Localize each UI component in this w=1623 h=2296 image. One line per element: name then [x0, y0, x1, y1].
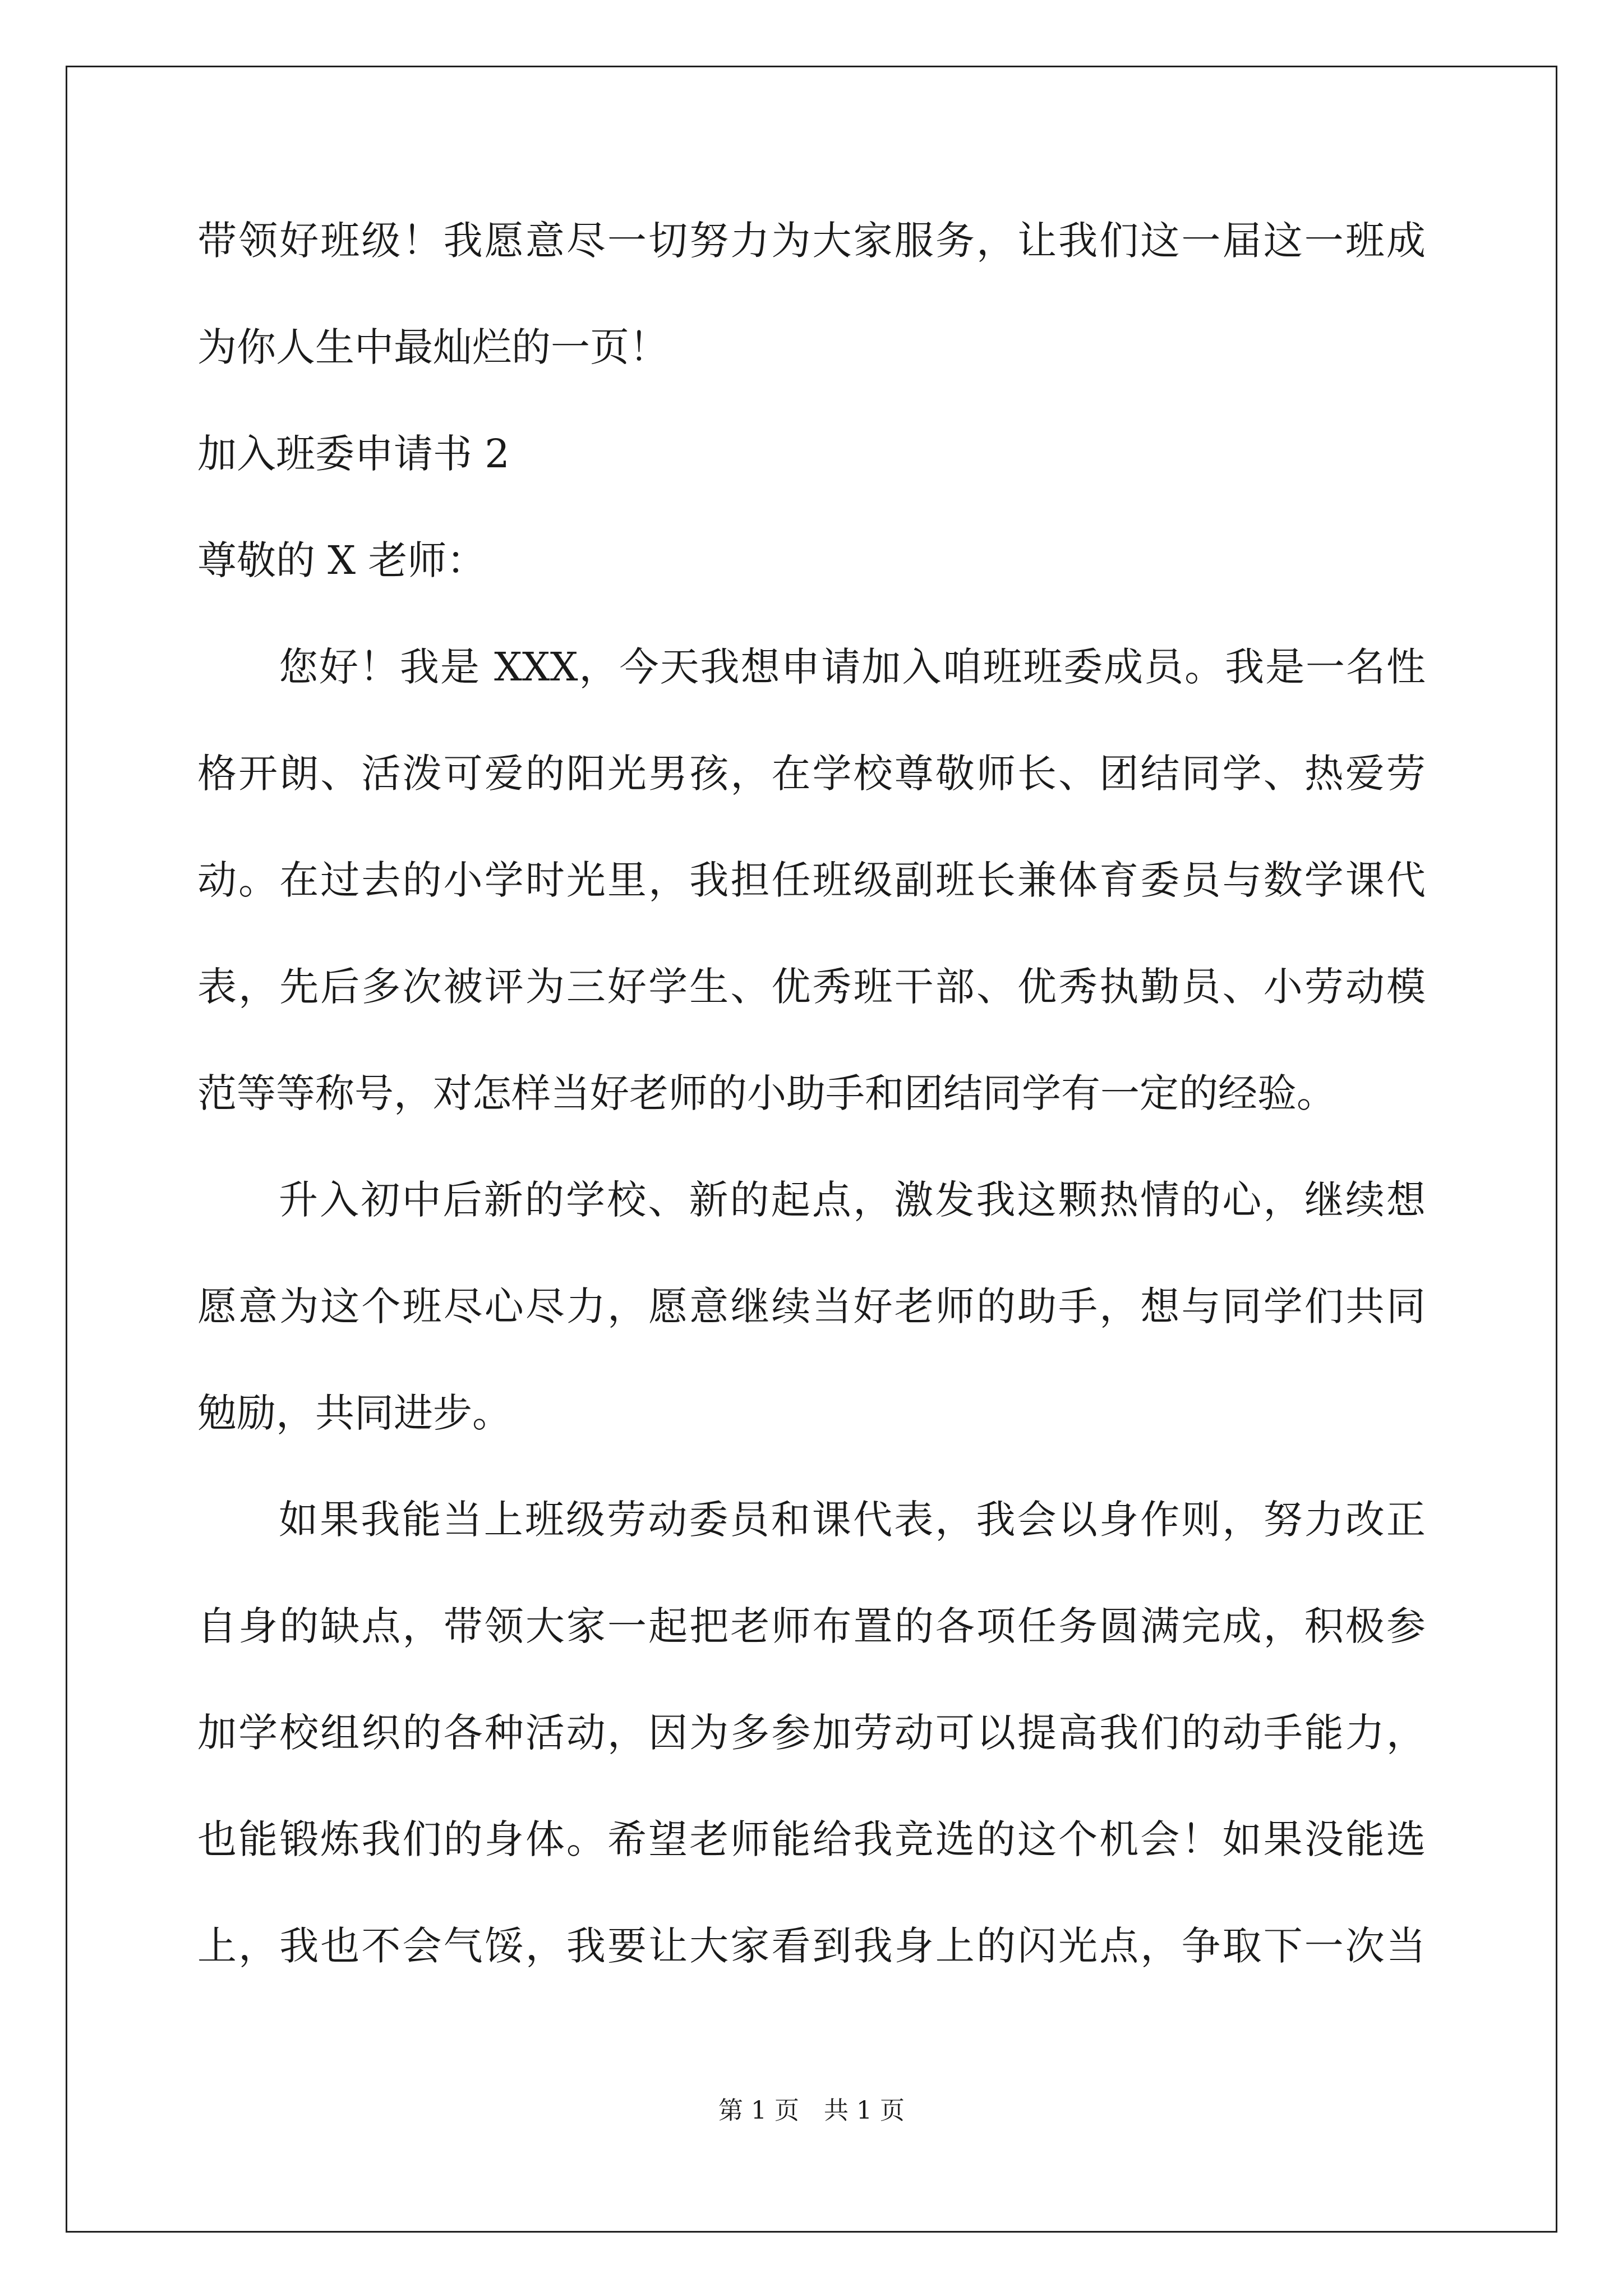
text-line: 自身的缺点，带领大家一起把老师布置的各项任务圆满完成，积极参 [197, 1603, 1426, 1649]
text-line: 格开朗、活泼可爱的阳光男孩，在学校尊敬师长、团结同学、热爱劳 [197, 751, 1426, 797]
section-heading: 加入班委申请书 2 [197, 431, 510, 477]
salutation: 尊敬的 X 老师： [197, 537, 486, 583]
text-line: 愿意为这个班尽心尽力，愿意继续当好老师的助手，想与同学们共同 [197, 1283, 1426, 1329]
text-line: 表，先后多次被评为三好学生、优秀班干部、优秀执勤员、小劳动模 [197, 964, 1426, 1010]
page-footer: 第 1 页 共 1 页 [718, 2096, 905, 2125]
text-line: 带领好班级！我愿意尽一切努力为大家服务，让我们这一届这一班成 [197, 218, 1426, 264]
text-line: 加学校组织的各种活动，因为多参加劳动可以提高我们的动手能力， [197, 1710, 1426, 1756]
text-line: 上，我也不会气馁，我要让大家看到我身上的闪光点，争取下一次当 [197, 1923, 1426, 1969]
text-line: 升入初中后新的学校、新的起点，激发我这颗热情的心，继续想 [279, 1177, 1426, 1223]
text-line: 动。在过去的小学时光里，我担任班级副班长兼体育委员与数学课代 [197, 857, 1426, 903]
text-line: 勉励，共同进步。 [197, 1390, 511, 1436]
text-line: 也能锻炼我们的身体。希望老师能给我竞选的这个机会！如果没能选 [197, 1816, 1426, 1862]
text-line: 如果我能当上班级劳动委员和课代表，我会以身作则，努力改正 [279, 1497, 1426, 1543]
text-line: 为你人生中最灿烂的一页！ [197, 324, 668, 370]
document-body [197, 214, 1426, 2026]
text-line: 范等等称号，对怎样当好老师的小助手和团结同学有一定的经验。 [197, 1070, 1336, 1116]
text-line: 您好！我是 XXX，今天我想申请加入咱班班委成员。我是一名性 [279, 644, 1426, 690]
